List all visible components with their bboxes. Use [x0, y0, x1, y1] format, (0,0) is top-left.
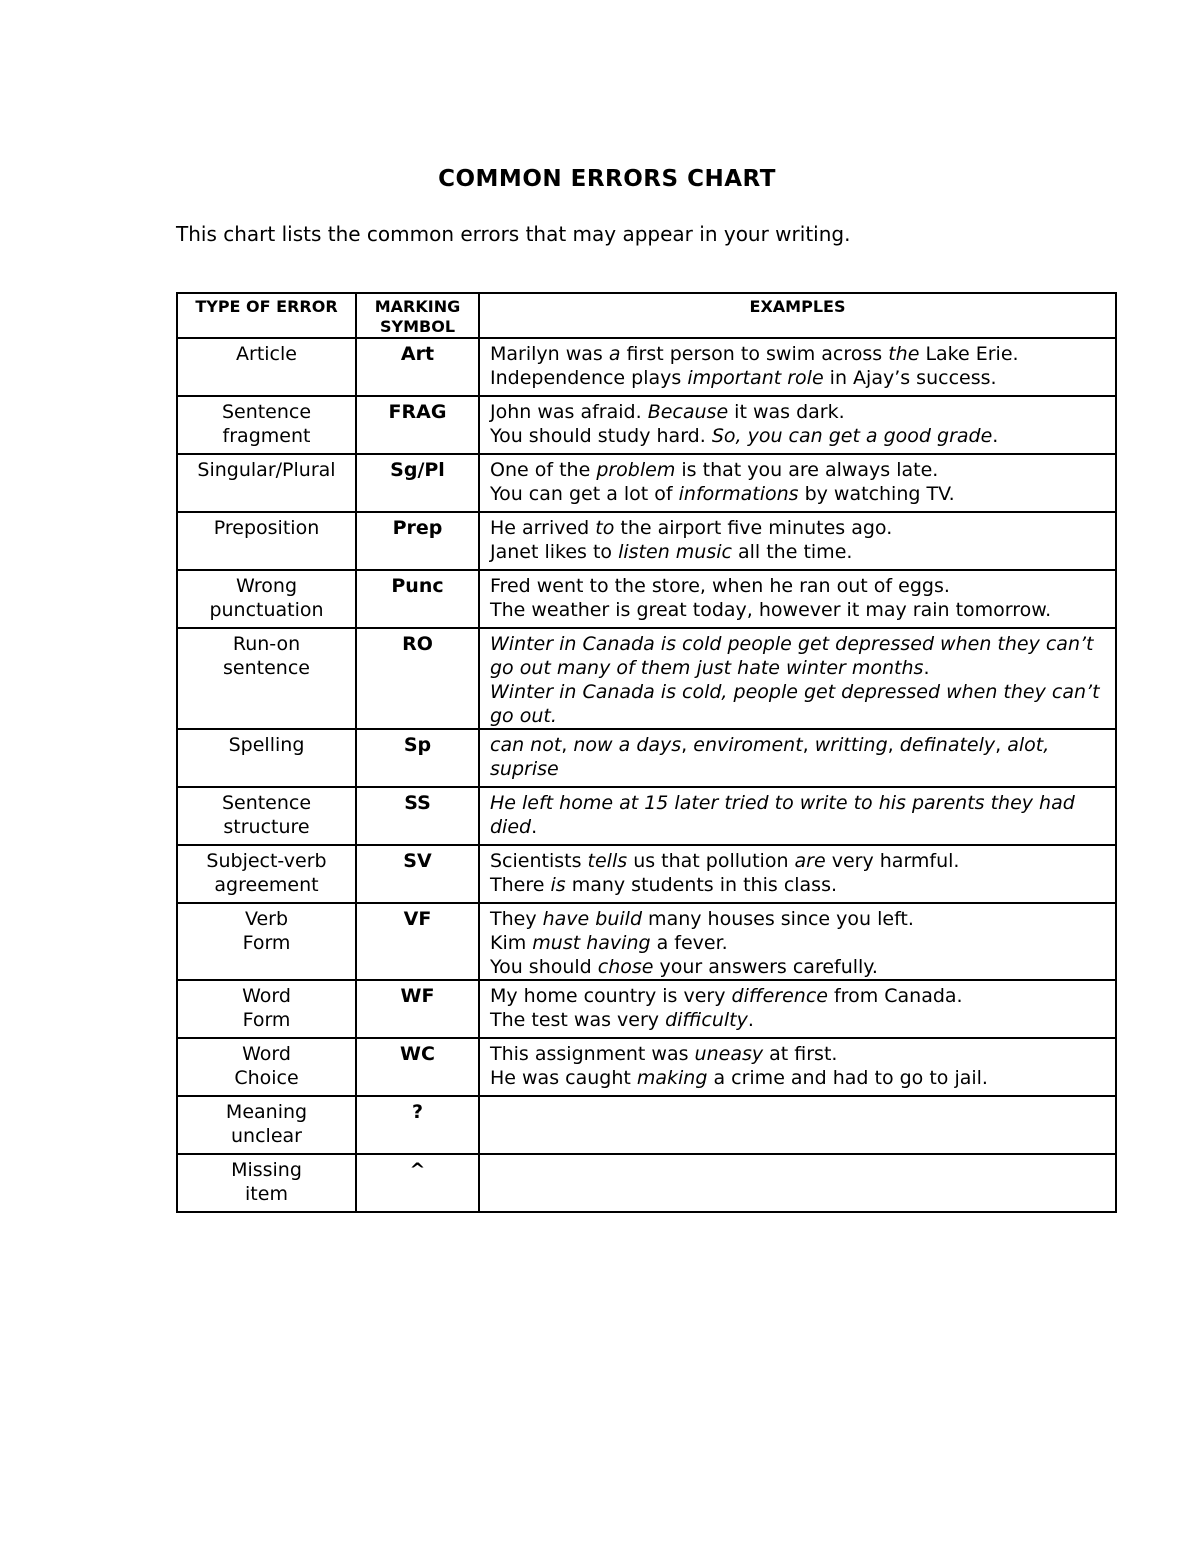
- marking-symbol-cell: [356, 454, 479, 512]
- example-sentence: [490, 1042, 1105, 1066]
- error-type-label: unclear: [231, 1125, 302, 1147]
- example-text: Marilyn was: [490, 343, 609, 365]
- error-highlight: He left home at 15 later tried to write to his parents they had died: [490, 792, 1075, 838]
- marking-symbol-cell: [356, 1154, 479, 1212]
- marking-symbol-cell: [356, 903, 479, 980]
- marking-symbol: FRAG: [388, 401, 447, 423]
- error-type-cell: [177, 396, 356, 454]
- table-row: [177, 338, 1116, 396]
- marking-symbol-cell: [356, 787, 479, 845]
- example-sentence: [490, 516, 1105, 540]
- error-type-label: agreement: [214, 874, 319, 896]
- example-text: it was dark.: [728, 401, 845, 423]
- error-highlight: must having: [532, 932, 651, 954]
- examples-cell: [479, 1096, 1116, 1154]
- example-text: .: [747, 1009, 754, 1031]
- error-highlight: informations: [678, 483, 799, 505]
- marking-symbol-cell: [356, 845, 479, 903]
- examples-cell: [479, 628, 1116, 729]
- example-text: very harmful.: [825, 850, 960, 872]
- error-type-label: Spelling: [228, 734, 305, 756]
- example-text: many students in this class.: [565, 874, 838, 896]
- error-highlight: can not: [490, 734, 562, 756]
- error-type-label: Sentence: [221, 792, 312, 814]
- header-marking-symbol-line2: SYMBOL: [379, 317, 456, 336]
- example-text: all the time.: [731, 541, 853, 563]
- example-sentence: [490, 632, 1105, 680]
- table-row: [177, 903, 1116, 980]
- error-type-label: Run-on: [232, 633, 301, 655]
- header-marking-symbol-line1: MARKING: [374, 297, 461, 316]
- example-text: many houses since you left.: [642, 908, 914, 930]
- error-highlight: , suprise: [490, 734, 1050, 780]
- error-type-cell: [177, 845, 356, 903]
- common-errors-table: [176, 292, 1117, 1213]
- examples-cell: [479, 512, 1116, 570]
- error-highlight: important role: [687, 367, 824, 389]
- error-highlight: a: [608, 343, 621, 365]
- example-sentence: [490, 1066, 1105, 1090]
- error-type-cell: [177, 903, 356, 980]
- example-text: a crime and had to go to jail.: [707, 1067, 988, 1089]
- example-text: .: [531, 816, 538, 838]
- example-sentence: [490, 458, 1105, 482]
- example-text: He was caught: [490, 1067, 637, 1089]
- marking-symbol: RO: [402, 633, 433, 655]
- table-row: [177, 396, 1116, 454]
- example-text: Scientists: [490, 850, 588, 872]
- error-type-label: fragment: [222, 425, 311, 447]
- marking-symbol: Sp: [403, 734, 432, 756]
- header-examples: EXAMPLES: [479, 293, 1116, 338]
- example-sentence: [490, 849, 1105, 873]
- error-highlight: chose: [597, 956, 654, 978]
- example-text: .: [992, 425, 999, 447]
- marking-symbol-cell: [356, 980, 479, 1038]
- marking-symbol-cell: [356, 570, 479, 628]
- example-text: ,: [887, 734, 900, 756]
- header-type-of-error: TYPE OF ERROR: [177, 293, 356, 338]
- error-highlight: uneasy: [694, 1043, 764, 1065]
- example-text: your answers carefully.: [653, 956, 878, 978]
- error-highlight: have build: [542, 908, 643, 930]
- error-highlight: difficulty: [665, 1009, 748, 1031]
- marking-symbol-cell: [356, 338, 479, 396]
- examples-cell: [479, 570, 1116, 628]
- error-highlight: writting: [814, 734, 888, 756]
- example-text: is that you are always late.: [675, 459, 939, 481]
- error-type-label: Missing: [231, 1159, 302, 1181]
- examples-cell: [479, 396, 1116, 454]
- table-row: [177, 787, 1116, 845]
- error-highlight: Winter in Canada is cold, people get depressed when they can’t go out.: [490, 681, 1100, 727]
- example-sentence: [490, 984, 1105, 1008]
- marking-symbol: WC: [400, 1043, 435, 1065]
- examples-cell: [479, 338, 1116, 396]
- error-type-cell: [177, 570, 356, 628]
- example-sentence: [490, 598, 1105, 622]
- example-sentence: [490, 540, 1105, 564]
- marking-symbol-cell: [356, 396, 479, 454]
- example-text: The test was very: [490, 1009, 666, 1031]
- error-highlight: are: [794, 850, 826, 872]
- examples-cell: [479, 903, 1116, 980]
- example-text: Lake Erie.: [919, 343, 1019, 365]
- error-highlight: difference: [731, 985, 828, 1007]
- error-type-label: Preposition: [213, 517, 320, 539]
- example-text: in Ajay’s success.: [823, 367, 997, 389]
- error-highlight: the: [888, 343, 920, 365]
- marking-symbol: SV: [403, 850, 432, 872]
- example-text: ,: [561, 734, 574, 756]
- example-sentence: [490, 574, 1105, 598]
- error-highlight: to: [595, 517, 615, 539]
- example-sentence: [490, 400, 1105, 424]
- example-text: You should: [490, 956, 598, 978]
- table-header-row: [177, 293, 1116, 338]
- table-row: [177, 1154, 1116, 1212]
- error-highlight: is: [550, 874, 566, 896]
- example-text: ,: [802, 734, 815, 756]
- error-type-cell: [177, 1038, 356, 1096]
- example-sentence: [490, 955, 1105, 979]
- marking-symbol-cell: [356, 1096, 479, 1154]
- example-text: a fever.: [650, 932, 728, 954]
- examples-cell: [479, 729, 1116, 787]
- table-row: [177, 1096, 1116, 1154]
- error-type-label: Singular/Plural: [197, 459, 336, 481]
- error-type-label: item: [245, 1183, 288, 1205]
- table-row: [177, 845, 1116, 903]
- page-title: COMMON ERRORS CHART: [438, 166, 776, 192]
- error-highlight: Winter in Canada is cold people get depressed when they can’t go out many of them just hate winter months: [490, 633, 1094, 679]
- example-sentence: [490, 680, 1105, 728]
- examples-cell: [479, 1038, 1116, 1096]
- error-type-label: Article: [236, 343, 297, 365]
- error-type-cell: [177, 1154, 356, 1212]
- error-highlight: now a days: [573, 734, 682, 756]
- example-text: the airport five minutes ago.: [614, 517, 893, 539]
- example-text: John was afraid.: [490, 401, 648, 423]
- marking-symbol-cell: [356, 1038, 479, 1096]
- table-row: [177, 628, 1116, 729]
- error-type-cell: [177, 980, 356, 1038]
- example-sentence: [490, 791, 1105, 839]
- examples-cell: [479, 787, 1116, 845]
- header-marking-symbol: [356, 293, 479, 338]
- marking-symbol-cell: [356, 512, 479, 570]
- table-row: [177, 1038, 1116, 1096]
- error-highlight: So, you can get a good grade: [711, 425, 993, 447]
- example-text: Fred went to the store, when he ran out of eggs.: [490, 575, 950, 597]
- marking-symbol: WF: [400, 985, 435, 1007]
- marking-symbol: Art: [400, 343, 435, 365]
- example-text: Independence plays: [490, 367, 688, 389]
- error-type-cell: [177, 454, 356, 512]
- examples-cell: [479, 454, 1116, 512]
- example-text: .: [923, 657, 930, 679]
- example-sentence: [490, 931, 1105, 955]
- example-text: first person to swim across: [620, 343, 889, 365]
- marking-symbol: Prep: [392, 517, 443, 539]
- error-highlight: definately: [899, 734, 996, 756]
- marking-symbol: ?: [411, 1101, 424, 1123]
- error-type-cell: [177, 729, 356, 787]
- example-text: You can get a lot of: [490, 483, 679, 505]
- example-sentence: [490, 1008, 1105, 1032]
- error-type-label: structure: [223, 816, 310, 838]
- error-type-cell: [177, 1096, 356, 1154]
- example-sentence: [490, 873, 1105, 897]
- error-highlight: alot: [1007, 734, 1044, 756]
- examples-cell: [479, 1154, 1116, 1212]
- error-type-label: punctuation: [209, 599, 324, 621]
- example-text: from Canada.: [827, 985, 963, 1007]
- error-type-label: Verb: [244, 908, 289, 930]
- example-text: There: [490, 874, 551, 896]
- example-text: by watching TV.: [798, 483, 955, 505]
- error-type-cell: [177, 338, 356, 396]
- error-highlight: tells: [587, 850, 628, 872]
- examples-cell: [479, 845, 1116, 903]
- table-row: [177, 980, 1116, 1038]
- example-sentence: [490, 733, 1105, 781]
- table-row: [177, 729, 1116, 787]
- example-sentence: [490, 482, 1105, 506]
- marking-symbol-cell: [356, 628, 479, 729]
- error-type-label: Subject-verb: [206, 850, 327, 872]
- error-type-label: sentence: [223, 657, 310, 679]
- examples-cell: [479, 980, 1116, 1038]
- error-type-cell: [177, 628, 356, 729]
- marking-symbol: Sg/Pl: [390, 459, 445, 481]
- example-text: This assignment was: [490, 1043, 695, 1065]
- marking-symbol: ^: [409, 1159, 426, 1181]
- example-sentence: [490, 424, 1105, 448]
- example-sentence: [490, 366, 1105, 390]
- example-text: They: [490, 908, 543, 930]
- error-type-cell: [177, 787, 356, 845]
- error-highlight: making: [636, 1067, 708, 1089]
- error-highlight: listen music: [618, 541, 732, 563]
- example-text: The weather is great today, however it may rain tomorrow.: [490, 599, 1052, 621]
- example-text: You should study hard.: [490, 425, 712, 447]
- example-text: us that pollution: [627, 850, 795, 872]
- error-highlight: Because: [647, 401, 729, 423]
- example-text: One of the: [490, 459, 597, 481]
- marking-symbol: Punc: [391, 575, 444, 597]
- error-type-label: Wrong: [235, 575, 298, 597]
- error-type-cell: [177, 512, 356, 570]
- error-type-label: Sentence: [221, 401, 312, 423]
- error-type-label: Form: [242, 932, 291, 954]
- error-type-label: Word: [242, 1043, 291, 1065]
- intro-text: This chart lists the common errors that may appear in your writing.: [176, 222, 851, 246]
- table-row: [177, 570, 1116, 628]
- example-text: at first.: [763, 1043, 838, 1065]
- error-type-label: Choice: [234, 1067, 299, 1089]
- example-text: He arrived: [490, 517, 596, 539]
- example-text: ,: [681, 734, 694, 756]
- table-row: [177, 512, 1116, 570]
- marking-symbol: VF: [403, 908, 432, 930]
- error-highlight: enviroment: [693, 734, 803, 756]
- example-text: ,: [995, 734, 1008, 756]
- marking-symbol-cell: [356, 729, 479, 787]
- marking-symbol: SS: [404, 792, 431, 814]
- error-highlight: problem: [596, 459, 676, 481]
- example-text: Kim: [490, 932, 533, 954]
- example-text: Janet likes to: [490, 541, 619, 563]
- error-type-label: Word: [242, 985, 291, 1007]
- example-text: My home country is very: [490, 985, 732, 1007]
- error-type-label: Form: [242, 1009, 291, 1031]
- example-sentence: [490, 907, 1105, 931]
- error-type-label: Meaning: [225, 1101, 308, 1123]
- table-row: [177, 454, 1116, 512]
- example-sentence: [490, 342, 1105, 366]
